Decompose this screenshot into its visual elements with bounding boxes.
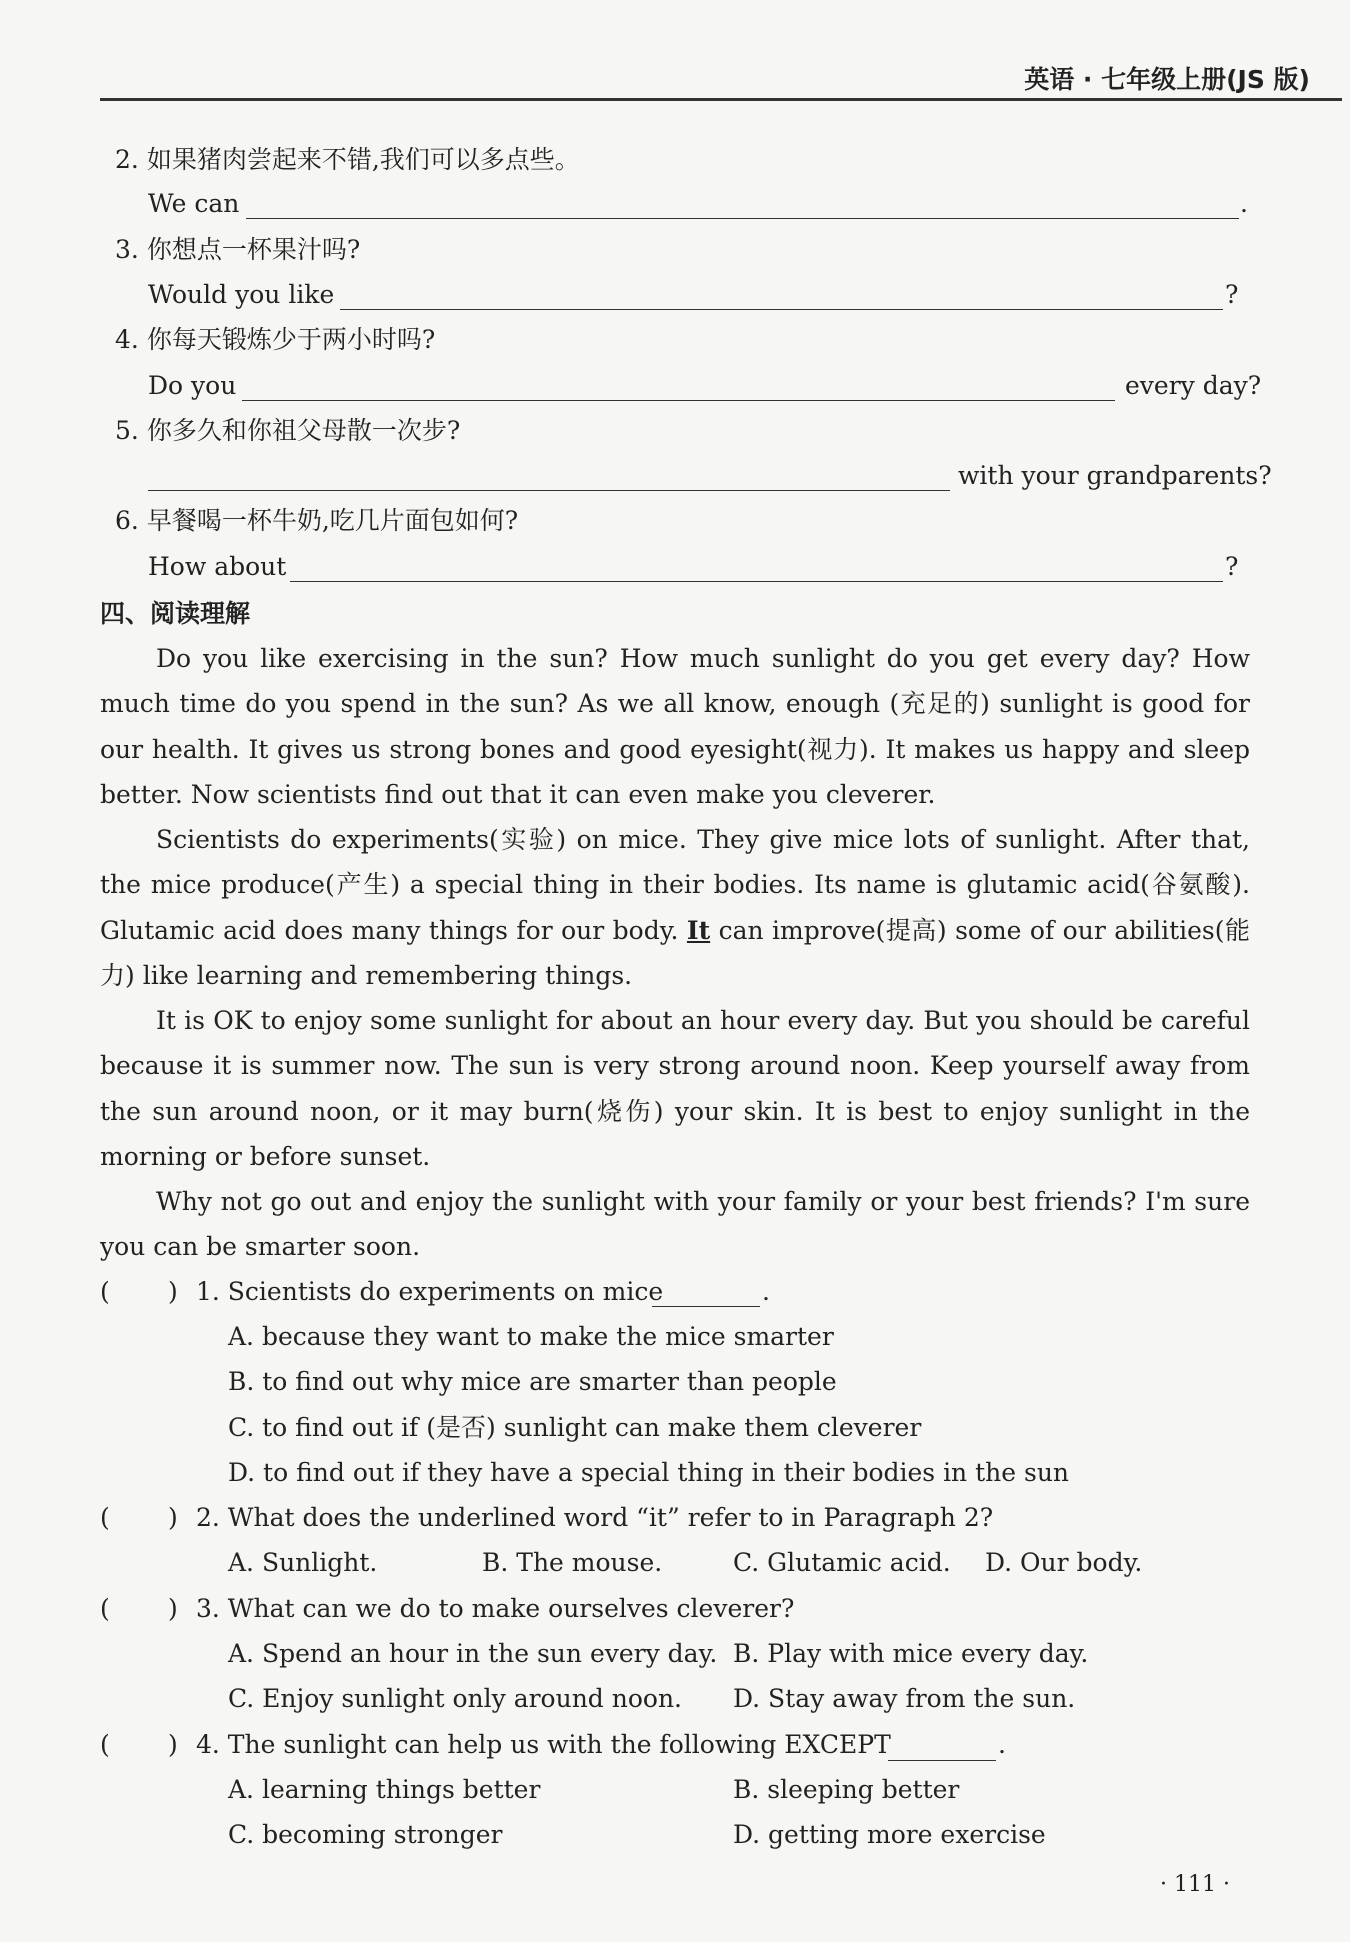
question-1-blank[interactable] (652, 1306, 760, 1307)
question-1-option-d[interactable]: D. to find out if they have a special thing in their bodies in the sun (228, 1458, 1070, 1487)
translation-item-4-suffix: every day? (1125, 371, 1262, 400)
section-title: 四、阅读理解 (100, 599, 251, 628)
answer-paren-close-2[interactable]: ) (168, 1503, 178, 1532)
translation-item-4-zh (115, 322, 435, 358)
passage-paragraph-1: Do you like exercising in the sun? How much sunlight do you get every day? How much time do you spend in the sun? As we all know, enough (充足的) sunlight is good for our health. It gives us strong bones and good eyesight(视力). It makes us happy and sleep better. Now scientists find out that it can even make you cleverer. (100, 644, 1250, 809)
question-4-option-b[interactable]: B. sleeping better (733, 1775, 960, 1804)
answer-paren-open-3: ( (100, 1594, 110, 1623)
passage-paragraph-2 (100, 817, 1250, 998)
answer-paren-close-4[interactable]: ) (168, 1730, 178, 1759)
translation-item-3-suffix: ? (1225, 280, 1239, 309)
question-4-stem-end: . (998, 1730, 1006, 1759)
answer-blank-5[interactable] (148, 490, 950, 491)
question-2-option-c[interactable]: C. Glutamic acid. (733, 1548, 951, 1577)
question-1-stem-end: . (762, 1277, 770, 1306)
item-number: 5. (115, 416, 139, 445)
question-1-option-c[interactable]: C. to find out if (是否) sunlight can make them cleverer (228, 1413, 922, 1442)
translation-item-4-prefix: Do you (148, 371, 237, 400)
answer-paren-open-2: ( (100, 1503, 110, 1532)
paragraph-2-end: can improve(提高) some of our abilities(能力) like learning and remembering things. (100, 915, 1251, 990)
question-3-option-a[interactable]: A. Spend an hour in the sun every day. (228, 1639, 718, 1668)
translation-item-2-suffix: . (1240, 189, 1248, 218)
question-1-option-a[interactable]: A. because they want to make the mice smarter (228, 1322, 834, 1351)
answer-blank-2[interactable] (246, 218, 1239, 219)
translation-item-6-suffix: ? (1225, 552, 1239, 581)
answer-blank-3[interactable] (340, 309, 1223, 310)
question-4-option-c[interactable]: C. becoming stronger (228, 1820, 503, 1849)
page-number: · 111 · (1160, 1872, 1230, 1897)
item-number: 2. (115, 145, 139, 174)
passage-paragraph-4: Why not go out and enjoy the sunlight with your family or your best friends? I'm sure you can be smarter soon. (100, 1187, 1250, 1262)
chinese-sentence: 早餐喝一杯牛奶,吃几片面包如何? (146, 506, 519, 535)
question-4-stem: 4. The sunlight can help us with the following EXCEPT (196, 1730, 891, 1759)
answer-paren-open-1: ( (100, 1277, 110, 1306)
answer-paren-open-4: ( (100, 1730, 110, 1759)
question-2-option-a[interactable]: A. Sunlight. (228, 1548, 378, 1577)
translation-item-2-prefix: We can (148, 189, 240, 218)
question-4-option-a[interactable]: A. learning things better (228, 1775, 541, 1804)
passage-paragraph-3: It is OK to enjoy some sunlight for about an hour every day. But you should be careful because it is summer now. The sun is very strong around noon. Keep yourself away from the sun around noon, or it may burn(烧伤) your skin. It is best to enjoy sunlight in the morning or before sunset. (100, 1006, 1250, 1171)
answer-paren-close-1[interactable]: ) (168, 1277, 178, 1306)
question-2-option-b[interactable]: B. The mouse. (482, 1548, 663, 1577)
translation-item-6-prefix: How about (148, 552, 287, 581)
question-2-option-d[interactable]: D. Our body. (985, 1548, 1143, 1577)
question-3-option-c[interactable]: C. Enjoy sunlight only around noon. (228, 1684, 683, 1713)
question-3-option-b[interactable]: B. Play with mice every day. (733, 1639, 1089, 1668)
question-3-stem: 3. What can we do to make ourselves cleverer? (196, 1594, 795, 1623)
translation-item-5-suffix: with your grandparents? (958, 461, 1272, 490)
translation-item-6-zh (115, 503, 518, 539)
header-title: 英语 · 七年级上册(JS 版) (1024, 65, 1310, 94)
translation-item-2-zh (115, 142, 580, 178)
answer-blank-6[interactable] (290, 581, 1223, 582)
translation-item-5-zh (115, 413, 460, 449)
chinese-sentence: 你每天锻炼少于两小时吗? (146, 325, 436, 354)
header-rule (100, 98, 1342, 101)
answer-blank-4[interactable] (242, 400, 1115, 401)
question-4-option-d[interactable]: D. getting more exercise (733, 1820, 1046, 1849)
question-4-blank[interactable] (888, 1760, 996, 1761)
item-number: 3. (115, 235, 139, 264)
translation-item-3-zh (115, 232, 360, 268)
answer-paren-close-3[interactable]: ) (168, 1594, 178, 1623)
chinese-sentence: 你想点一杯果汁吗? (146, 235, 361, 264)
chinese-sentence: 你多久和你祖父母散一次步? (146, 416, 461, 445)
item-number: 6. (115, 506, 139, 535)
paragraph-2-start: Scientists do experiments(实验) on mice. They give mice lots of sunlight. After that, the mice produce(产生) a special thing in their bodies. Its name is glutamic acid(谷氨酸). Glutamic acid does many things for our body. (100, 825, 1250, 945)
translation-item-3-prefix: Would you like (148, 280, 335, 309)
underlined-word-it: It (686, 915, 711, 945)
question-2-stem: 2. What does the underlined word “it” refer to in Paragraph 2? (196, 1503, 994, 1532)
question-1-stem: 1. Scientists do experiments on mice (196, 1277, 664, 1306)
item-number: 4. (115, 325, 139, 354)
question-3-option-d[interactable]: D. Stay away from the sun. (733, 1684, 1076, 1713)
chinese-sentence: 如果猪肉尝起来不错,我们可以多点些。 (146, 145, 580, 174)
question-1-option-b[interactable]: B. to find out why mice are smarter than people (228, 1367, 837, 1396)
